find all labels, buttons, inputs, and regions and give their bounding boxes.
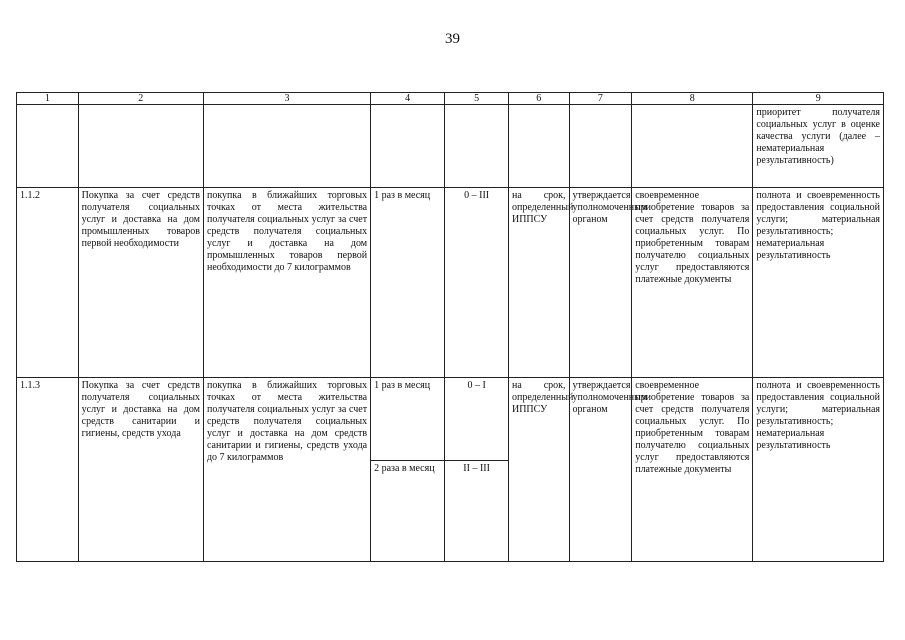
column-number-4: 4 [371, 93, 445, 105]
service-frequency: 1 раз в месяц [371, 378, 445, 461]
service-conditions: своевременное приобретение товаров за счет средств получателя социальных услуг. По приобретенным товарам получателю социальных услуг предоставляются платежные документы [632, 188, 753, 378]
page-number: 39 [445, 31, 460, 47]
service-name: Покупка за счет средств получателя социальных услуг и доставка на дом промышленных товаров первой необходимости [78, 188, 203, 378]
column-number-7: 7 [569, 93, 632, 105]
service-group: 0 – I [445, 378, 509, 461]
service-indicators: полнота и своевременность предоставления социальной услуги; материальная результативность; нематериальная результативность [753, 378, 884, 562]
service-term: на срок, определенный ИППСУ [508, 188, 569, 378]
continuation-indicators: приоритет получателя социальных услуг в оценке качества услуги (далее – нематериальная результативность) [753, 105, 884, 188]
column-number-9: 9 [753, 93, 884, 105]
service-description: покупка в ближайших торговых точках от места жительства получателя социальных услуг за счет средств получателя социальных услуг и доставка на дом промышленных товаров первой необходимости до 7 килограммов [203, 188, 370, 378]
table-row [17, 378, 884, 461]
column-number-2: 2 [78, 93, 203, 105]
column-number-8: 8 [632, 93, 753, 105]
service-number: 1.1.2 [17, 188, 79, 378]
column-number-3: 3 [203, 93, 370, 105]
column-number-1: 1 [17, 93, 79, 105]
service-term: на срок, определенный ИППСУ [508, 378, 569, 562]
service-name: Покупка за счет средств получателя социальных услуг и доставка на дом средств санитарии и гигиены, средств ухода [78, 378, 203, 562]
service-indicators: полнота и своевременность предоставления социальной услуги; материальная результативность; нематериальная результативность [753, 188, 884, 378]
table-row [17, 188, 884, 378]
column-number-5: 5 [445, 93, 509, 105]
service-number: 1.1.3 [17, 378, 79, 562]
service-group: II – III [445, 461, 509, 562]
service-group: 0 – III [445, 188, 509, 378]
table-header-row [17, 93, 884, 105]
service-conditions: своевременное приобретение товаров за счет средств получателя социальных услуг. По приобретенным товарам получателю социальных услуг предоставляются платежные документы [632, 378, 753, 562]
service-frequency: 2 раза в месяц [371, 461, 445, 562]
service-frequency: 1 раз в месяц [371, 188, 445, 378]
services-table [16, 92, 884, 562]
service-description: покупка в ближайших торговых точках от места жительства получателя социальных услуг за счет средств получателя социальных услуг и доставка на дом средств санитарии и гигиены, средств ухода до 7 килограммов [203, 378, 370, 562]
service-approval: утверждается уполномоченным органом [569, 188, 632, 378]
service-approval: утверждается уполномоченным органом [569, 378, 632, 562]
continuation-row [17, 105, 884, 188]
column-number-6: 6 [508, 93, 569, 105]
